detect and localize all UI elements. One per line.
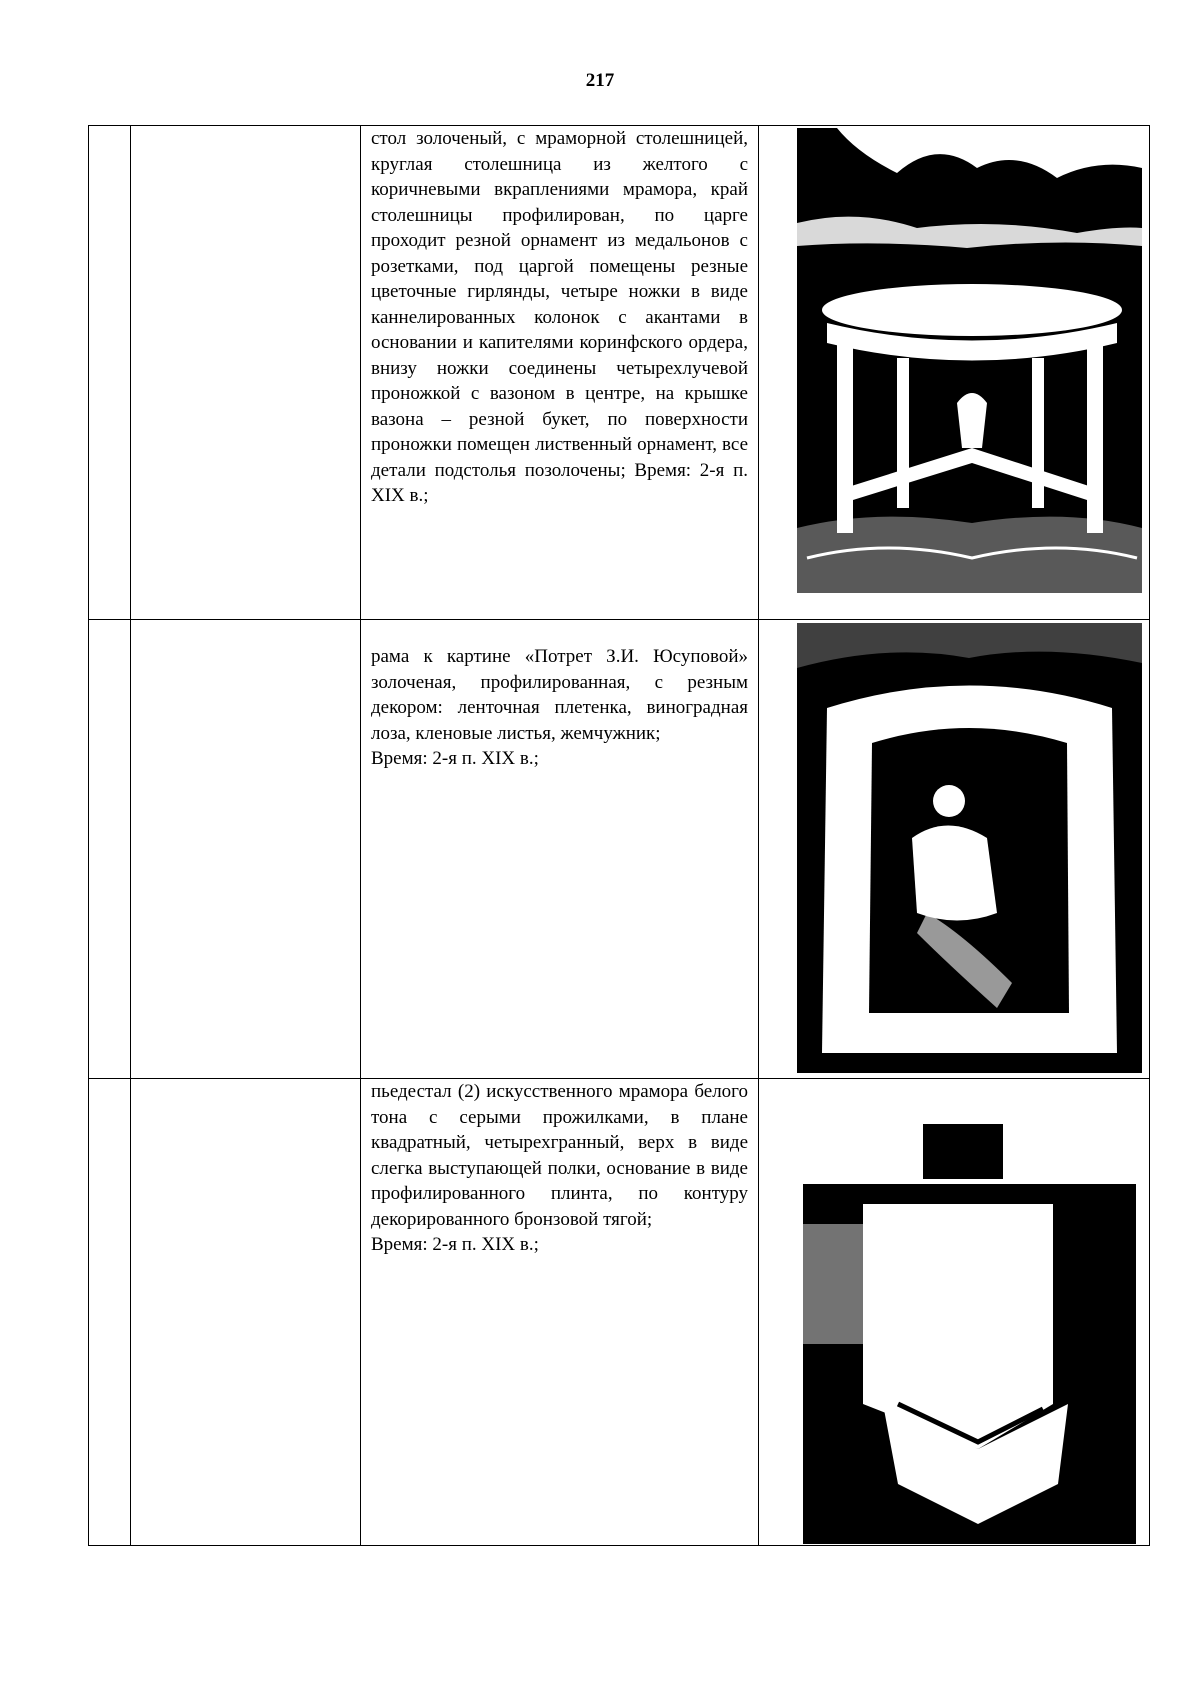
index-cell [89,620,131,1079]
item-description: пьедестал (2) искусственного мрамора белого тона с серыми прожилками, в плане квадратный, четырехгранный, верх в виде слегка выступающей полки, основание в виде профилированного плинта, по контуру декорированного бронзовой тягой; [371,1081,748,1230]
description-cell [361,620,759,1079]
marble-pedestal-photo [803,1104,1136,1544]
description-cell [361,126,759,620]
table-row [89,1079,1150,1546]
item-description: рама к картине «Потрет З.И. Юсуповой» золоченая, профилированная, с резным декором: ленточная плетенка, виноградная лоза, кленовые листья, жемчужник; [371,646,748,744]
item-description: стол золоченый, с мраморной столешницей, круглая столешница из желтого с коричневыми вкраплениями мрамора, край столешницы профилирован, по царге проходит резной орнамент из медальонов с розетками, под царгой помещены резные цветочные гирлянды, четыре ножки в виде каннелированных колонок с акантами в основании и капителями коринфского ордера, внизу ножки соединены четырехлучевой проножкой с вазоном в центре, на крышке вазона – резной букет, по поверхности проножки помещен лиственный орнамент, все детали подстолья позолочены; Время: 2-я п. XIX в.; [371,128,748,506]
photo-cell [759,126,1150,620]
photo-cell [759,1079,1150,1546]
name-cell [131,126,361,620]
index-cell [89,126,131,620]
item-date: Время: 2-я п. XIX в.; [371,748,539,769]
name-cell [131,1079,361,1546]
name-cell [131,620,361,1079]
photo-cell [759,620,1150,1079]
inventory-table [88,125,1150,1546]
description-cell [361,1079,759,1546]
gilded-round-table-photo [797,128,1142,593]
index-cell [89,1079,131,1546]
portrait-frame-photo [797,623,1142,1073]
item-date: Время: 2-я п. XIX в.; [371,1234,539,1255]
table-row [89,620,1150,1079]
page-number: 217 [585,70,615,91]
table-row [89,126,1150,620]
